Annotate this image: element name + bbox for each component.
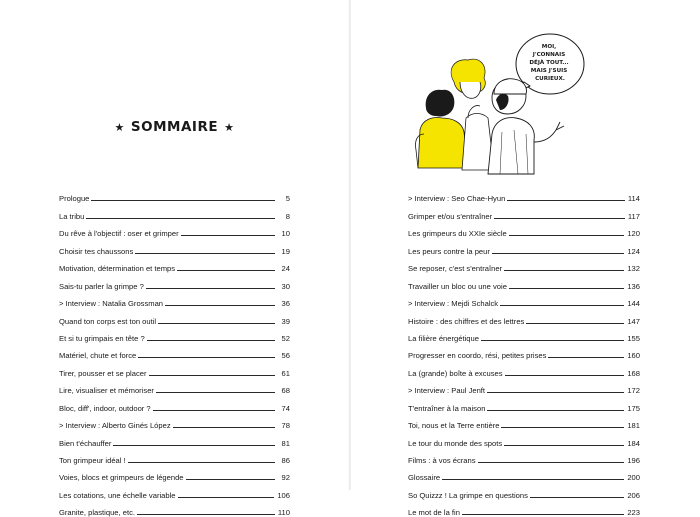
toc-entry (408, 378, 640, 395)
toc-entry-page: 56 (281, 351, 290, 361)
toc-leader-line (153, 410, 275, 411)
toc-entry (408, 203, 640, 220)
toc-entry-title: Films : à vos écrans (408, 456, 476, 465)
toc-entry-page: 106 (277, 490, 290, 500)
toc-entry-title: > Interview : Natalia Grossman (59, 299, 164, 309)
toc-entry-title: Travailler un bloc ou une voie (408, 281, 507, 291)
toc-entry (59, 395, 290, 412)
toc-entry (59, 360, 290, 377)
left-climber (415, 90, 468, 168)
toc-entry-page: 200 (627, 473, 640, 483)
toc-entry (408, 238, 640, 255)
toc-entry-title: Bloc, diff', indoor, outdoor ? (59, 403, 151, 413)
toc-entry-title: Motivation, détermination et temps (59, 264, 176, 274)
toc-entry-title: Choisir tes chaussons (59, 246, 134, 256)
toc-entry-title: Prologue (59, 194, 90, 204)
toc-entry (59, 343, 290, 360)
toc-entry-title: Le mot de la fin (408, 508, 460, 517)
toc-entry-title: Les cotations, une échelle variable (59, 490, 176, 500)
toc-entry (408, 326, 640, 343)
toc-entry-title: La tribu (59, 211, 85, 221)
bubble-line: MAIS J'SUIS (530, 68, 568, 74)
toc-leader-line (548, 357, 624, 358)
toc-leader-line (86, 218, 275, 219)
toc-entry-page: 184 (627, 438, 640, 448)
toc-entry-page: 124 (627, 246, 640, 256)
toc-entry-page: 172 (627, 386, 640, 396)
toc-entry-page: 8 (285, 211, 290, 221)
toc-leader-line (504, 445, 624, 446)
toc-entry-page: 206 (627, 490, 640, 500)
toc-leader-line (481, 340, 624, 341)
toc-entry-title: So Quizzz ! La grimpe en questions (408, 490, 528, 500)
right-page (351, 0, 700, 517)
toc-leader-line (530, 497, 624, 498)
toc-leader-line (138, 357, 275, 358)
toc-leader-line (113, 445, 275, 446)
toc-entry-title: > Interview : Paul Jenft (408, 386, 486, 396)
toc-entry-title: Les peurs contre la peur (408, 246, 490, 256)
climbers-illustration (396, 30, 586, 180)
bubble-line: J'CONNAIS (532, 52, 566, 58)
toc-entry (59, 413, 290, 430)
star-icon: ★ (224, 121, 235, 134)
table-of-contents-left (59, 186, 290, 517)
toc-entry (408, 413, 640, 430)
toc-entry-page: 68 (281, 386, 290, 396)
toc-entry (408, 291, 640, 308)
toc-entry-title: > Interview : Mejdi Schalck (408, 299, 499, 309)
toc-entry (408, 482, 640, 499)
toc-leader-line (509, 235, 625, 236)
toc-leader-line (158, 323, 275, 324)
toc-leader-line (147, 340, 275, 341)
toc-leader-line (509, 288, 624, 289)
toc-entry (59, 482, 290, 499)
toc-entry (408, 448, 640, 465)
table-of-contents-right (408, 186, 640, 517)
toc-leader-line (500, 305, 624, 306)
yellow-hair-climber (451, 59, 485, 98)
toc-entry-page: 168 (627, 368, 640, 378)
toc-entry-title: Du rêve à l'objectif : oser et grimper (59, 229, 179, 239)
toc-leader-line (442, 479, 624, 480)
toc-entry (59, 273, 290, 290)
toc-entry-page: 223 (627, 508, 640, 517)
toc-entry-title: Granite, plastique, etc. (59, 508, 135, 517)
toc-entry (408, 465, 640, 482)
toc-leader-line (504, 270, 624, 271)
toc-entry (408, 360, 640, 377)
toc-entry-page: 24 (281, 264, 290, 274)
toc-entry (408, 221, 640, 238)
toc-leader-line (526, 323, 624, 324)
toc-entry-page: 39 (281, 316, 290, 326)
toc-leader-line (156, 392, 275, 393)
toc-leader-line (186, 479, 275, 480)
toc-leader-line (91, 200, 275, 201)
toc-entry-page: 19 (281, 246, 290, 256)
page-title (0, 119, 349, 135)
toc-entry-title: Quand ton corps est ton outil (59, 316, 157, 326)
toc-leader-line (507, 200, 625, 201)
toc-entry-page: 117 (627, 211, 640, 221)
toc-leader-line (462, 514, 624, 515)
toc-entry-title: Sais-tu parler la grimpe ? (59, 281, 144, 291)
toc-entry-title: Histoire : des chiffres et des lettres (408, 316, 525, 326)
toc-entry (408, 430, 640, 447)
toc-entry-page: 196 (627, 456, 640, 465)
toc-entry-title: Et si tu grimpais en tête ? (59, 333, 145, 343)
toc-entry-title: Grimper et/ou s'entraîner (408, 211, 493, 221)
toc-entry-page: 10 (281, 229, 290, 239)
toc-entry-title: Lire, visualiser et mémoriser (59, 386, 154, 396)
toc-entry (408, 256, 640, 273)
toc-leader-line (149, 375, 275, 376)
title-text: SOMMAIRE (130, 119, 219, 135)
toc-entry-title: Toi, nous et la Terre entière (408, 421, 500, 431)
toc-leader-line (494, 218, 625, 219)
toc-entry (59, 203, 290, 220)
toc-entry-page: 136 (627, 281, 640, 291)
toc-entry (59, 326, 290, 343)
toc-entry-page: 52 (281, 333, 290, 343)
toc-entry-title: T'entraîner à la maison (408, 403, 486, 413)
toc-entry-title: Progresser en coordo, rési, petites prises (408, 351, 547, 361)
toc-entry-page: 114 (627, 194, 640, 204)
star-icon: ★ (114, 121, 125, 134)
toc-entry (408, 273, 640, 290)
toc-entry-page: 132 (627, 264, 640, 274)
bubble-line: MOI, (541, 44, 557, 50)
toc-entry (59, 308, 290, 325)
toc-entry-title: Bien t'échauffer (59, 438, 112, 448)
toc-leader-line (137, 514, 275, 515)
toc-entry-page: 92 (281, 473, 290, 483)
toc-leader-line (487, 410, 624, 411)
toc-entry (59, 291, 290, 308)
toc-leader-line (146, 288, 275, 289)
toc-entry-title: La (grande) boîte à excuses (408, 368, 503, 378)
toc-leader-line (478, 462, 625, 463)
toc-entry (408, 308, 640, 325)
toc-entry-page: 78 (281, 421, 290, 431)
toc-entry (59, 430, 290, 447)
toc-entry-page: 36 (281, 299, 290, 309)
toc-entry-title: Voies, blocs et grimpeurs de légende (59, 473, 184, 483)
toc-leader-line (165, 305, 275, 306)
toc-entry-title: La filière énergétique (408, 333, 479, 343)
toc-entry-title: Glossaire (408, 473, 441, 483)
toc-entry-page: 155 (627, 333, 640, 343)
toc-leader-line (178, 497, 275, 498)
toc-entry (59, 448, 290, 465)
left-page (0, 0, 349, 517)
toc-entry-title: Se reposer, c'est s'entraîner (408, 264, 503, 274)
toc-entry-page: 175 (627, 403, 640, 413)
toc-leader-line (135, 253, 275, 254)
toc-entry (408, 500, 640, 517)
toc-entry (408, 395, 640, 412)
toc-entry-title: Les grimpeurs du XXIe siècle (408, 229, 507, 239)
toc-entry-title: Matériel, chute et force (59, 351, 137, 361)
toc-entry (59, 500, 290, 517)
toc-leader-line (181, 235, 275, 236)
toc-entry-page: 181 (627, 421, 640, 431)
bubble-line: DÉJÀ TOUT... (529, 60, 569, 66)
toc-entry-title: > Interview : Alberto Ginés López (59, 421, 171, 431)
toc-entry-title: Ton grimpeur idéal ! (59, 456, 126, 465)
toc-entry-page: 81 (281, 438, 290, 448)
toc-entry-page: 120 (627, 229, 640, 239)
toc-entry-page: 144 (627, 299, 640, 309)
toc-entry-title: Tirer, pousser et se placer (59, 368, 147, 378)
toc-entry-page: 86 (281, 456, 290, 465)
toc-entry-page: 74 (281, 403, 290, 413)
toc-entry (408, 343, 640, 360)
toc-entry-page: 5 (285, 194, 290, 204)
toc-entry (59, 186, 290, 203)
bubble-line: CURIEUX. (535, 76, 565, 82)
toc-leader-line (177, 270, 275, 271)
toc-entry-page: 61 (281, 368, 290, 378)
toc-leader-line (128, 462, 275, 463)
toc-entry-page: 110 (277, 508, 290, 517)
toc-leader-line (173, 427, 275, 428)
toc-entry (59, 238, 290, 255)
toc-leader-line (505, 375, 625, 376)
toc-leader-line (487, 392, 624, 393)
toc-entry-title: Le tour du monde des spots (408, 438, 503, 448)
toc-entry (59, 378, 290, 395)
toc-leader-line (492, 253, 624, 254)
toc-entry-page: 160 (627, 351, 640, 361)
toc-entry-page: 30 (281, 281, 290, 291)
toc-entry (408, 186, 640, 203)
toc-entry (59, 221, 290, 238)
toc-entry (59, 465, 290, 482)
toc-entry-title: > Interview : Seo Chae-Hyun (408, 194, 506, 204)
toc-entry (59, 256, 290, 273)
toc-entry-page: 147 (627, 316, 640, 326)
toc-leader-line (501, 427, 624, 428)
